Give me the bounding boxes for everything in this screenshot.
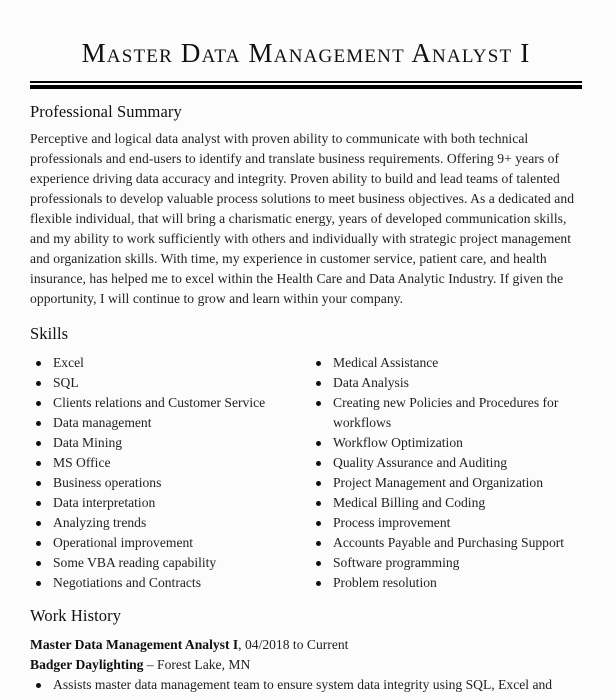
- summary-text: Perceptive and logical data analyst with proven ability to communicate with both technical professionals and end-users to identify and translate business requirements. Offering 9+ years of experience driving data accuracy and integrity. Proven ability to build and lead teams of talented professionals to develop valuable process solutions to meet business objectives. As a dedicated and flexible individual, that will bring a charismatic energy, years of developed communication skills, and my ability to work sufficiently with others and individually with strategic project management and organization skills. With time, my experience in customer service, patient care, and health insurance, has helped me to excel within the Health Care and Data Analytic Industry. If given the opportunity, I will continue to grow and learn within your company.: [30, 130, 575, 306]
- skill-item: Project Management and Organization: [310, 473, 580, 493]
- bullet-icon: [36, 421, 41, 426]
- skill-item: Process improvement: [310, 513, 580, 533]
- skill-item: Problem resolution: [310, 573, 580, 593]
- section-heading-summary: Professional Summary: [30, 101, 182, 121]
- skill-item: MS Office: [30, 453, 310, 473]
- bullet-icon: [36, 401, 41, 406]
- skill-item: Quality Assurance and Auditing: [310, 453, 580, 473]
- bullet-icon: [316, 541, 321, 546]
- skill-item: Data interpretation: [30, 493, 310, 513]
- bullet-icon: [36, 441, 41, 446]
- skill-item: Operational improvement: [30, 533, 310, 553]
- bullet-icon: [36, 501, 41, 506]
- bullet-icon: [36, 561, 41, 566]
- resume-title: Master Data Management Analyst I: [81, 38, 531, 68]
- bullet-icon: [36, 541, 41, 546]
- section-heading-skills: Skills: [30, 323, 69, 343]
- skill-item: Data management: [30, 413, 310, 433]
- skill-item: Analyzing trends: [30, 513, 310, 533]
- bullet-icon: [316, 561, 321, 566]
- skill-item: Medical Billing and Coding: [310, 493, 580, 513]
- skills-list-left: [30, 353, 310, 593]
- skill-item: Accounts Payable and Purchasing Support: [310, 533, 580, 553]
- bullet-icon: [316, 521, 321, 526]
- bullet-icon: [316, 381, 321, 386]
- job-bullets: [30, 675, 582, 695]
- title-divider-thick: [30, 85, 582, 89]
- skill-item: Workflow Optimization: [310, 433, 580, 453]
- bullet-icon: [316, 581, 321, 586]
- skill-item: Clients relations and Customer Service: [30, 393, 310, 413]
- bullet-icon: [36, 361, 41, 366]
- bullet-icon: [36, 481, 41, 486]
- section-heading-work-history: Work History: [30, 605, 122, 625]
- job-entry: [30, 635, 582, 695]
- bullet-icon: [316, 401, 321, 406]
- skill-item: Software programming: [310, 553, 580, 573]
- job-dates: , 04/2018 to Current: [238, 636, 349, 652]
- job-bullet-item: Assists master data management team to ensure system data integrity using SQL, Excel and: [30, 675, 582, 695]
- skills-section: [30, 323, 582, 593]
- skills-list-right: [310, 353, 580, 593]
- bullet-icon: [316, 441, 321, 446]
- skill-item: Medical Assistance: [310, 353, 580, 373]
- skill-item: Creating new Policies and Procedures for workflows: [310, 393, 580, 433]
- skill-item: Data Mining: [30, 433, 310, 453]
- bullet-icon: [36, 461, 41, 466]
- skill-item: Negotiations and Contracts: [30, 573, 310, 593]
- job-company: Badger Daylighting: [30, 656, 144, 672]
- skill-item: Business operations: [30, 473, 310, 493]
- skill-item: Excel: [30, 353, 310, 373]
- bullet-icon: [316, 461, 321, 466]
- skill-item: Some VBA reading capability: [30, 553, 310, 573]
- skill-item: Data Analysis: [310, 373, 580, 393]
- job-company-line: [30, 655, 582, 675]
- skills-columns: [30, 353, 582, 593]
- bullet-icon: [316, 361, 321, 366]
- work-history-section: [30, 605, 582, 695]
- bullet-icon: [36, 381, 41, 386]
- title-divider-thin: [30, 81, 582, 83]
- job-title-line: [30, 635, 582, 655]
- job-location: – Forest Lake, MN: [143, 656, 251, 672]
- bullet-icon: [316, 481, 321, 486]
- resume-page: [30, 0, 582, 695]
- bullet-icon: [36, 683, 41, 688]
- skill-item: SQL: [30, 373, 310, 393]
- job-title: Master Data Management Analyst I: [30, 636, 239, 652]
- bullet-icon: [36, 521, 41, 526]
- professional-summary-section: [30, 102, 582, 309]
- bullet-icon: [36, 581, 41, 586]
- bullet-icon: [316, 501, 321, 506]
